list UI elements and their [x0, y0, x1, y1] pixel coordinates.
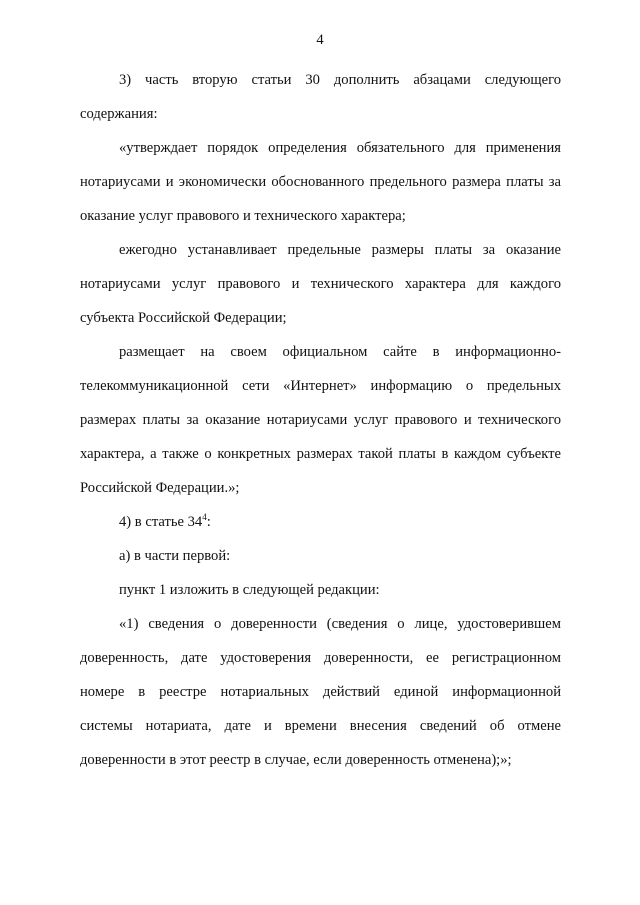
paragraph-4 — [119, 511, 561, 533]
quote-point-1-line-5: доверенности в этот реестр в случае, если доверенность отменена);»; — [80, 752, 512, 768]
quote-paragraph-2-line-1: ежегодно устанавливает предельные размеры платы за оказание — [119, 242, 561, 258]
quote-point-1-line-4: системы нотариата, дате и времени внесения сведений об отмене — [80, 718, 561, 734]
paragraph-4-colon: : — [206, 514, 211, 530]
subparagraph-a: а) в части первой: — [119, 548, 231, 564]
quote-paragraph-3-line-4: характера, а также о конкретных размерах такой платы в каждом субъекте — [80, 446, 561, 462]
quote-paragraph-1-line-1: «утверждает порядок определения обязательного для применения — [119, 140, 561, 156]
paragraph-3-line-2: содержания: — [80, 106, 158, 122]
point-1-instruction: пункт 1 изложить в следующей редакции: — [119, 582, 380, 598]
quote-paragraph-2-line-3: субъекта Российской Федерации; — [80, 310, 287, 326]
quote-paragraph-2-line-2: нотариусами услуг правового и технического характера для каждого — [80, 276, 561, 292]
quote-paragraph-3-line-1: размещает на своем официальном сайте в информационно- — [119, 344, 561, 360]
quote-paragraph-3-line-5: Российской Федерации.»; — [80, 480, 240, 496]
quote-paragraph-3-line-3: размерах платы за оказание нотариусами услуг правового и технического — [80, 412, 561, 428]
quote-paragraph-1-line-3: оказание услуг правового и технического характера; — [80, 208, 406, 224]
paragraph-3-line-1: 3) часть вторую статьи 30 дополнить абзацами следующего — [119, 72, 561, 88]
quote-paragraph-1-line-2: нотариусами и экономически обоснованного предельного размера платы за — [80, 174, 561, 190]
quote-point-1-line-3: номере в реестре нотариальных действий единой информационной — [80, 684, 561, 700]
article-superscript: 4 — [202, 512, 207, 522]
paragraph-4-text: 4) в статье 34 — [119, 514, 203, 530]
quote-point-1-line-1: «1) сведения о доверенности (сведения о лице, удостоверившем — [119, 616, 561, 632]
quote-point-1-line-2: доверенность, дате удостоверения доверенности, ее регистрационном — [80, 650, 561, 666]
page-number: 4 — [316, 32, 324, 48]
quote-paragraph-3-line-2: телекоммуникационной сети «Интернет» информацию о предельных — [80, 378, 561, 394]
